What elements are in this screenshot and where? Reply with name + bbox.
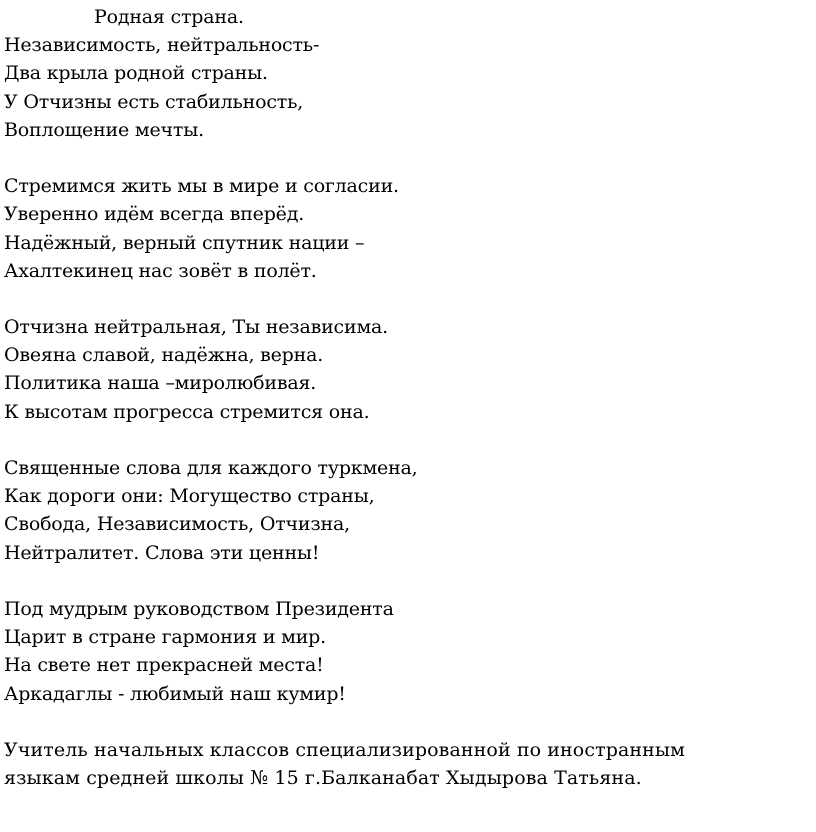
stanza-spacer xyxy=(4,567,810,595)
poem-line: Нейтралитет. Слова эти ценны! xyxy=(4,541,320,564)
poem-line: У Отчизны есть стабильность, xyxy=(4,90,304,113)
poem-line: Независимость, нейтральность- xyxy=(4,34,320,57)
poem-line: Аркадаглы - любимый наш кумир! xyxy=(4,682,346,705)
poem-line: Священные слова для каждого туркмена, xyxy=(4,457,418,479)
stanza-spacer xyxy=(4,144,810,172)
poem-line: Стремимся жить мы в мире и согласии. xyxy=(4,175,399,198)
poem-line: Свобода, Независимость, Отчизна, xyxy=(4,513,350,536)
author-credit xyxy=(4,736,810,792)
poem-line: Два крыла родной страны. xyxy=(4,62,268,85)
poem-line: На свете нет прекрасней места! xyxy=(4,654,324,677)
author-line-1: Учитель начальных классов специализированной по иностранным xyxy=(4,738,686,761)
poem-line: Как дороги они: Могущество страны, xyxy=(4,485,375,508)
poem-line: Под мудрым руководством Президента xyxy=(4,597,394,620)
stanza-spacer xyxy=(4,285,810,313)
author-line-2: языкам средней школы № 15 г.Балканабат Хыдырова Татьяна. xyxy=(4,767,642,790)
stanza-1 xyxy=(4,31,810,144)
poem-line: Царит в стране гармония и мир. xyxy=(4,626,326,649)
poem-line: К высотам прогресса стремится она. xyxy=(4,400,370,423)
stanza-2 xyxy=(4,172,810,285)
stanza-3 xyxy=(4,313,810,426)
document-page xyxy=(4,3,810,792)
poem-line: Политика наша –миролюбивая. xyxy=(4,372,317,395)
poem-line: Надёжный, верный спутник нации – xyxy=(4,231,365,254)
stanza-spacer xyxy=(4,426,810,454)
poem-line: Отчизна нейтральная, Ты независима. xyxy=(4,316,388,339)
stanza-spacer xyxy=(4,708,810,736)
poem-line: Ахалтекинец нас зовёт в полёт. xyxy=(4,259,317,282)
poem-title: Родная страна. xyxy=(94,6,244,28)
stanza-4 xyxy=(4,454,810,567)
poem-line: Воплощение мечты. xyxy=(4,118,204,141)
poem-line: Овеяна славой, надёжна, верна. xyxy=(4,344,324,367)
stanza-5 xyxy=(4,595,810,708)
poem-line: Уверенно идём всегда вперёд. xyxy=(4,203,305,226)
